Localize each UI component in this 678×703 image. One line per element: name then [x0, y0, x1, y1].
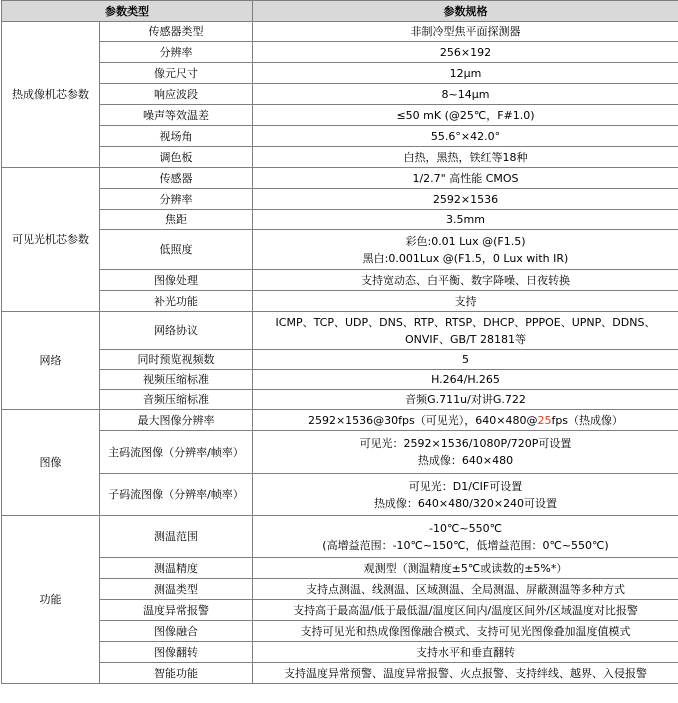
param-name: 视频压缩标准	[100, 370, 253, 390]
table-row	[2, 516, 678, 558]
param-name: 像元尺寸	[100, 63, 253, 84]
header-row	[2, 1, 678, 22]
table-row	[2, 270, 678, 291]
param-name: 视场角	[100, 126, 253, 147]
value-line: -10℃~550℃	[429, 521, 502, 535]
category-cell: 图像	[2, 410, 100, 516]
param-value: 白热，黑热，铁红等18种	[253, 147, 678, 168]
value-line: (高增益范围：-10℃~150℃，低增益范围：0℃~550℃)	[322, 538, 609, 552]
param-value: 5	[253, 350, 678, 370]
category-cell: 网络	[2, 312, 100, 410]
spec-table	[1, 0, 678, 684]
header-param-spec: 参数规格	[253, 1, 678, 22]
param-name: 传感器类型	[100, 22, 253, 42]
table-row	[2, 291, 678, 312]
table-row	[2, 642, 678, 663]
table-row	[2, 600, 678, 621]
table-row	[2, 42, 678, 63]
param-value: 支持温度异常预警、温度异常报警、火点报警、支持绊线、越界、入侵报警	[253, 663, 678, 684]
param-value: 256×192	[253, 42, 678, 63]
param-name: 噪声等效温差	[100, 105, 253, 126]
param-value: 3.5mm	[253, 210, 678, 230]
value-line: ONVIF、GB/T 28181等	[405, 332, 526, 346]
value-highlight: 25	[537, 413, 552, 427]
param-name: 分辨率	[100, 189, 253, 210]
param-name: 分辨率	[100, 42, 253, 63]
param-name: 响应波段	[100, 84, 253, 105]
category-cell: 热成像机芯参数	[2, 22, 100, 168]
table-row	[2, 579, 678, 600]
param-name: 同时预览视频数	[100, 350, 253, 370]
param-value	[253, 230, 678, 270]
table-row	[2, 189, 678, 210]
param-name: 传感器	[100, 168, 253, 189]
table-row	[2, 474, 678, 516]
value-line: 可见光：2592×1536/1080P/720P可设置	[359, 437, 572, 450]
param-name: 最大图像分辨率	[100, 410, 253, 431]
table-row	[2, 350, 678, 370]
header-param-type: 参数类型	[2, 1, 253, 22]
category-cell: 功能	[2, 516, 100, 684]
param-name: 主码流图像（分辨率/帧率）	[100, 431, 253, 474]
value-text: 2592×1536@30fps（可见光），640×480@	[307, 413, 538, 427]
table-row	[2, 230, 678, 270]
table-row	[2, 558, 678, 579]
param-name: 补光功能	[100, 291, 253, 312]
param-value: 55.6°×42.0°	[253, 126, 678, 147]
param-value: 支持点测温、线测温、区域测温、全局测温、屏蔽测温等多种方式	[253, 579, 678, 600]
param-value: H.264/H.265	[253, 370, 678, 390]
table-row	[2, 22, 678, 42]
param-name: 测温精度	[100, 558, 253, 579]
value-text: fps（热成像）	[551, 413, 624, 427]
param-value: ≤50 mK (@25℃，F#1.0)	[253, 105, 678, 126]
table-row	[2, 126, 678, 147]
param-value: 音频G.711u/对讲G.722	[253, 390, 678, 410]
param-name: 图像处理	[100, 270, 253, 291]
table-row	[2, 663, 678, 684]
table-row	[2, 105, 678, 126]
param-name: 网络协议	[100, 312, 253, 350]
param-value: 支持高于最高温/低于最低温/温度区间内/温度区间外/区域温度对比报警	[253, 600, 678, 621]
param-name: 图像翻转	[100, 642, 253, 663]
value-line: 黑白:0.001Lux @(F1.5，0 Lux with IR)	[362, 251, 569, 265]
param-value: 8~14μm	[253, 84, 678, 105]
param-name: 子码流图像（分辨率/帧率）	[100, 474, 253, 516]
param-value: 支持水平和垂直翻转	[253, 642, 678, 663]
category-cell: 可见光机芯参数	[2, 168, 100, 312]
param-value: 支持	[253, 291, 678, 312]
param-name: 低照度	[100, 230, 253, 270]
table-row	[2, 431, 678, 474]
param-name: 焦距	[100, 210, 253, 230]
value-line: 彩色:0.01 Lux @(F1.5)	[405, 234, 526, 248]
param-value: 观测型（测温精度±5℃或读数的±5%*）	[253, 558, 678, 579]
param-value	[253, 312, 678, 350]
table-row	[2, 210, 678, 230]
param-value: 1/2.7" 高性能 CMOS	[253, 168, 678, 189]
param-name: 测温范围	[100, 516, 253, 558]
table-row	[2, 370, 678, 390]
table-row	[2, 410, 678, 431]
table-row	[2, 312, 678, 350]
param-value: 12μm	[253, 63, 678, 84]
param-name: 智能功能	[100, 663, 253, 684]
param-value: 非制冷型焦平面探测器	[253, 22, 678, 42]
value-line: 可见光：D1/CIF可设置	[408, 479, 523, 493]
param-value: 支持宽动态、白平衡、数字降噪、日夜转换	[253, 270, 678, 291]
table-row	[2, 621, 678, 642]
table-row	[2, 84, 678, 105]
param-name: 测温类型	[100, 579, 253, 600]
value-line: 热成像：640×480/320×240可设置	[373, 496, 558, 510]
table-row	[2, 147, 678, 168]
table-row	[2, 168, 678, 189]
table-row	[2, 63, 678, 84]
param-value	[253, 474, 678, 516]
value-line: ICMP、TCP、UDP、DNS、RTP、RTSP、DHCP、PPPOE、UPNP、DDNS、	[275, 315, 656, 329]
param-name: 调色板	[100, 147, 253, 168]
param-value: 2592×1536	[253, 189, 678, 210]
param-value	[253, 431, 678, 474]
value-line: 热成像：640×480	[417, 454, 514, 467]
table-row	[2, 390, 678, 410]
param-value	[253, 410, 678, 431]
param-name: 音频压缩标准	[100, 390, 253, 410]
param-name: 温度异常报警	[100, 600, 253, 621]
param-name: 图像融合	[100, 621, 253, 642]
param-value	[253, 516, 678, 558]
param-value: 支持可见光和热成像图像融合模式、支持可见光图像叠加温度值模式	[253, 621, 678, 642]
